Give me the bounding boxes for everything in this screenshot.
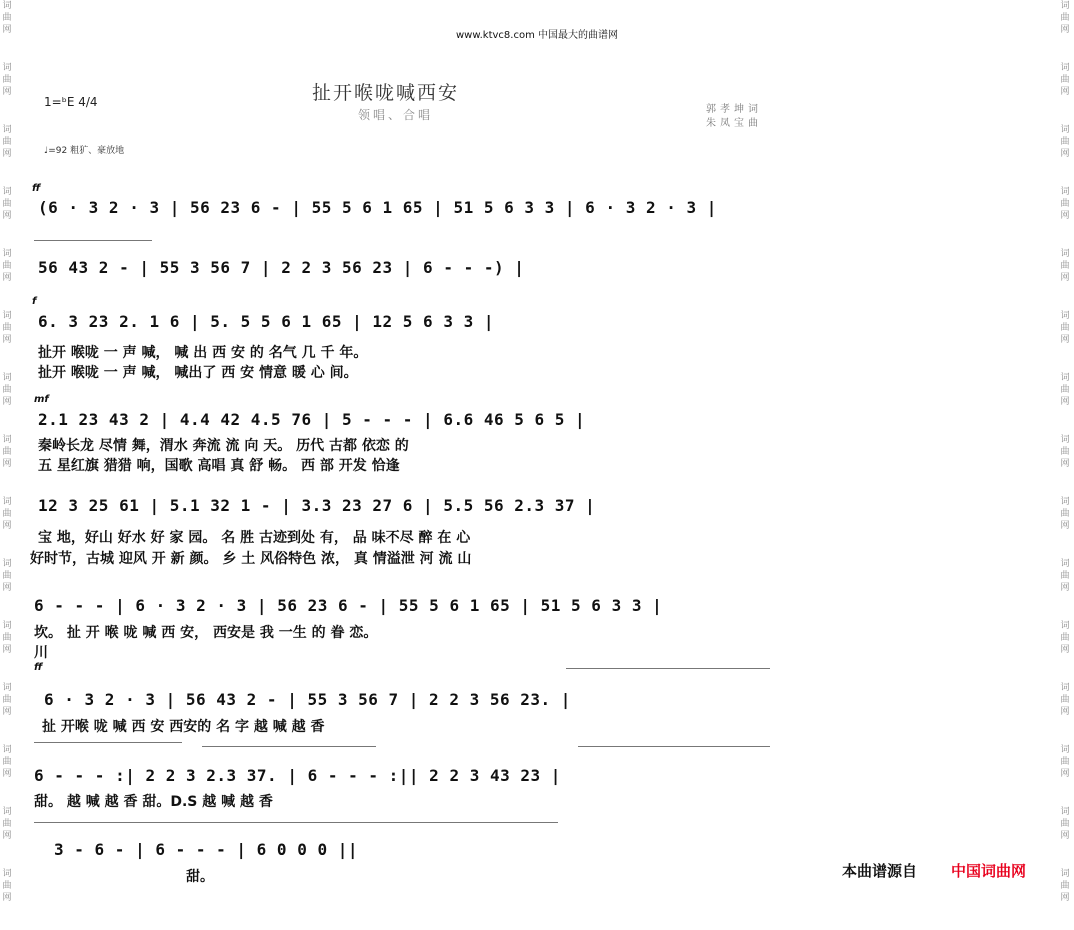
watermark-char: 曲: [1060, 819, 1070, 829]
left-watermark-column: [0, 0, 14, 909]
watermark-char: 词: [1060, 869, 1070, 879]
watermark-char: 曲: [2, 571, 12, 581]
watermark-char: 曲: [2, 819, 12, 829]
watermark-char: 词: [1060, 187, 1070, 197]
slur-line: [34, 822, 558, 823]
watermark-gap: [0, 656, 14, 682]
watermark-char: 词: [2, 683, 12, 693]
watermark-gap: [0, 532, 14, 558]
watermark-char: 网: [2, 521, 12, 531]
notation-line-5: 12 3 25 61 | 5.1 32 1 - | 3.3 23 27 6 | 5.5 56 2.3 37 |: [38, 496, 596, 515]
watermark-char: 曲: [2, 323, 12, 333]
watermark-char: 词: [1060, 1, 1070, 11]
dynamic-mark: ff: [32, 183, 41, 194]
watermark-char: 曲: [2, 447, 12, 457]
watermark-gap: [0, 408, 14, 434]
volta-bracket-line: [34, 742, 182, 743]
watermark-char: 词: [2, 621, 12, 631]
lyric-line: 宝 地，好山 好水 好 家 园。 名 胜 古迹到处 有， 品 味不尽 醉 在 心: [38, 530, 471, 546]
watermark-char: 词: [2, 745, 12, 755]
source-site-link[interactable]: 中国词曲网: [951, 862, 1027, 880]
watermark-char: 网: [1060, 707, 1070, 717]
right-watermark-column: [1058, 0, 1072, 909]
watermark-char: 网: [1060, 831, 1070, 841]
watermark-char: 网: [2, 335, 12, 345]
watermark-char: 曲: [1060, 13, 1070, 23]
watermark-gap: [1058, 284, 1072, 310]
watermark-char: 词: [2, 249, 12, 259]
watermark-char: 网: [1060, 583, 1070, 593]
watermark-char: 曲: [2, 13, 12, 23]
lyric-line: 坎。 扯 开 喉 咙 喊 西 安， 西安是 我 一生 的 眷 恋。: [34, 625, 378, 641]
watermark-char: 曲: [1060, 137, 1070, 147]
watermark-char: 曲: [2, 695, 12, 705]
watermark-char: 网: [2, 831, 12, 841]
notation-line-4: 2.1 23 43 2 | 4.4 42 4.5 76 | 5 - - - | 6.6 46 5 6 5 |: [38, 410, 586, 429]
watermark-gap: [0, 98, 14, 124]
watermark-char: 曲: [1060, 261, 1070, 271]
watermark-gap: [1058, 718, 1072, 744]
tempo-marking: ♩=92 粗犷、豪放地: [44, 146, 125, 156]
watermark-char: 词: [1060, 621, 1070, 631]
watermark-char: 曲: [1060, 571, 1070, 581]
watermark-char: 网: [2, 893, 12, 903]
watermark-char: 曲: [1060, 447, 1070, 457]
watermark-gap: [0, 842, 14, 868]
notation-line-7: 6 · 3 2 · 3 | 56 43 2 - | 55 3 56 7 | 2 2 3 56 23. |: [44, 690, 571, 709]
watermark-char: 词: [1060, 683, 1070, 693]
watermark-char: 曲: [1060, 881, 1070, 891]
lyric-line: 好时节，古城 迎风 开 新 颜。 乡 土 风俗特色 浓， 真 情溢泄 河 流 山: [30, 551, 472, 567]
watermark-char: 曲: [2, 385, 12, 395]
watermark-char: 曲: [2, 881, 12, 891]
watermark-char: 网: [1060, 25, 1070, 35]
watermark-gap: [0, 904, 14, 930]
dynamic-mark: mf: [34, 394, 49, 405]
watermark-char: 词: [2, 311, 12, 321]
watermark-gap: [0, 718, 14, 744]
slur-line: [34, 240, 152, 241]
watermark-char: 词: [1060, 125, 1070, 135]
watermark-char: 网: [1060, 273, 1070, 283]
lyric-line: 秦岭长龙 尽情 舞，渭水 奔流 流 向 天。 历代 古都 依恋 的: [38, 438, 409, 454]
watermark-gap: [1058, 98, 1072, 124]
watermark-gap: [0, 284, 14, 310]
watermark-char: 网: [1060, 521, 1070, 531]
watermark-char: 词: [1060, 373, 1070, 383]
watermark-gap: [1058, 470, 1072, 496]
watermark-char: 曲: [1060, 323, 1070, 333]
watermark-char: 词: [2, 435, 12, 445]
watermark-char: 网: [1060, 211, 1070, 221]
lyric-line: 川: [34, 645, 48, 661]
watermark-char: 词: [1060, 435, 1070, 445]
watermark-char: 网: [2, 149, 12, 159]
lyric-line: 扯开 喉咙 一 声 喊， 喊 出 西 安 的 名气 几 千 年。: [38, 345, 368, 361]
watermark-gap: [1058, 780, 1072, 806]
watermark-char: 词: [1060, 311, 1070, 321]
watermark-char: 词: [2, 63, 12, 73]
watermark-char: 曲: [1060, 695, 1070, 705]
watermark-char: 曲: [2, 757, 12, 767]
watermark-gap: [0, 470, 14, 496]
watermark-char: 网: [1060, 769, 1070, 779]
volta-bracket-line: [202, 746, 376, 747]
lyric-line: 扯 开喉 咙 喊 西 安 西安的 名 字 越 喊 越 香: [42, 719, 325, 735]
watermark-char: 网: [2, 459, 12, 469]
watermark-gap: [0, 594, 14, 620]
watermark-char: 网: [1060, 645, 1070, 655]
watermark-char: 曲: [1060, 757, 1070, 767]
watermark-char: 网: [1060, 335, 1070, 345]
watermark-char: 网: [2, 87, 12, 97]
score-title: 扯开喉咙喊西安: [312, 82, 460, 104]
notation-line-6: 6 - - - | 6 · 3 2 · 3 | 56 23 6 - | 55 5 6 1 65 | 51 5 6 3 3 |: [34, 596, 663, 615]
watermark-char: 词: [2, 1, 12, 11]
watermark-char: 曲: [1060, 385, 1070, 395]
watermark-char: 网: [2, 645, 12, 655]
source-label: 本曲谱源自: [842, 862, 918, 880]
watermark-char: 词: [1060, 559, 1070, 569]
watermark-char: 网: [2, 707, 12, 717]
lyric-line: 五 星红旗 猎猎 响，国歌 高唱 真 舒 畅。 西 部 开发 恰逢: [38, 458, 400, 474]
lyric-line: 甜。: [186, 869, 214, 885]
watermark-gap: [0, 780, 14, 806]
watermark-char: 词: [2, 869, 12, 879]
watermark-char: 词: [2, 559, 12, 569]
lyricist-credit: 郭孝坤词: [706, 104, 762, 115]
watermark-gap: [0, 160, 14, 186]
dynamic-mark: f: [32, 296, 37, 307]
watermark-char: 词: [1060, 807, 1070, 817]
composer-credit: 朱凤宝曲: [706, 118, 762, 129]
key-signature: 1=ᵇE 4/4: [44, 95, 98, 109]
watermark-char: 词: [1060, 63, 1070, 73]
watermark-char: 网: [1060, 459, 1070, 469]
volta-bracket-line: [578, 746, 770, 747]
watermark-char: 曲: [1060, 633, 1070, 643]
watermark-char: 词: [1060, 745, 1070, 755]
watermark-char: 曲: [2, 261, 12, 271]
notation-line-8: 6 - - - :| 2 2 3 2.3 37. | 6 - - - :|| 2 2 3 43 23 |: [34, 766, 561, 785]
notation-line-1: (6 · 3 2 · 3 | 56 23 6 - | 55 5 6 1 65 | 51 5 6 3 3 | 6 · 3 2 · 3 |: [38, 198, 717, 217]
watermark-char: 曲: [1060, 509, 1070, 519]
watermark-gap: [1058, 842, 1072, 868]
watermark-gap: [1058, 594, 1072, 620]
watermark-char: 词: [2, 187, 12, 197]
watermark-char: 网: [2, 769, 12, 779]
watermark-char: 网: [1060, 87, 1070, 97]
watermark-gap: [1058, 904, 1072, 930]
watermark-gap: [1058, 222, 1072, 248]
dynamic-mark: ff: [34, 662, 43, 673]
watermark-char: 曲: [1060, 199, 1070, 209]
watermark-char: 词: [2, 497, 12, 507]
watermark-char: 词: [2, 807, 12, 817]
watermark-char: 网: [2, 25, 12, 35]
watermark-char: 网: [1060, 149, 1070, 159]
watermark-gap: [1058, 408, 1072, 434]
watermark-gap: [1058, 656, 1072, 682]
watermark-char: 曲: [1060, 75, 1070, 85]
watermark-char: 词: [2, 125, 12, 135]
watermark-char: 曲: [2, 509, 12, 519]
watermark-char: 网: [1060, 397, 1070, 407]
volta-bracket-line: [566, 668, 770, 669]
score-subtitle: 领唱、合唱: [358, 108, 434, 122]
watermark-char: 曲: [2, 75, 12, 85]
watermark-char: 词: [1060, 249, 1070, 259]
watermark-gap: [1058, 532, 1072, 558]
watermark-char: 词: [2, 373, 12, 383]
site-header: www.ktvc8.com 中国最大的曲谱网: [455, 30, 618, 41]
watermark-gap: [1058, 160, 1072, 186]
watermark-char: 网: [2, 583, 12, 593]
notation-line-3: 6. 3 23 2. 1 6 | 5. 5 5 6 1 65 | 12 5 6 3 3 |: [38, 312, 494, 331]
watermark-char: 网: [2, 211, 12, 221]
watermark-char: 网: [2, 397, 12, 407]
watermark-char: 网: [1060, 893, 1070, 903]
notation-line-2: 56 43 2 - | 55 3 56 7 | 2 2 3 56 23 | 6 - - -) |: [38, 258, 525, 277]
lyric-line: 甜。 越 喊 越 香 甜。D.S 越 喊 越 香: [34, 794, 273, 810]
watermark-char: 网: [2, 273, 12, 283]
watermark-char: 词: [1060, 497, 1070, 507]
watermark-char: 曲: [2, 633, 12, 643]
watermark-char: 曲: [2, 137, 12, 147]
lyric-line: 扯开 喉咙 一 声 喊， 喊出了 西 安 情意 暖 心 间。: [38, 365, 358, 381]
notation-line-9: 3 - 6 - | 6 - - - | 6 0 0 0 ||: [54, 840, 358, 859]
watermark-gap: [1058, 346, 1072, 372]
watermark-gap: [0, 222, 14, 248]
watermark-char: 曲: [2, 199, 12, 209]
watermark-gap: [0, 346, 14, 372]
